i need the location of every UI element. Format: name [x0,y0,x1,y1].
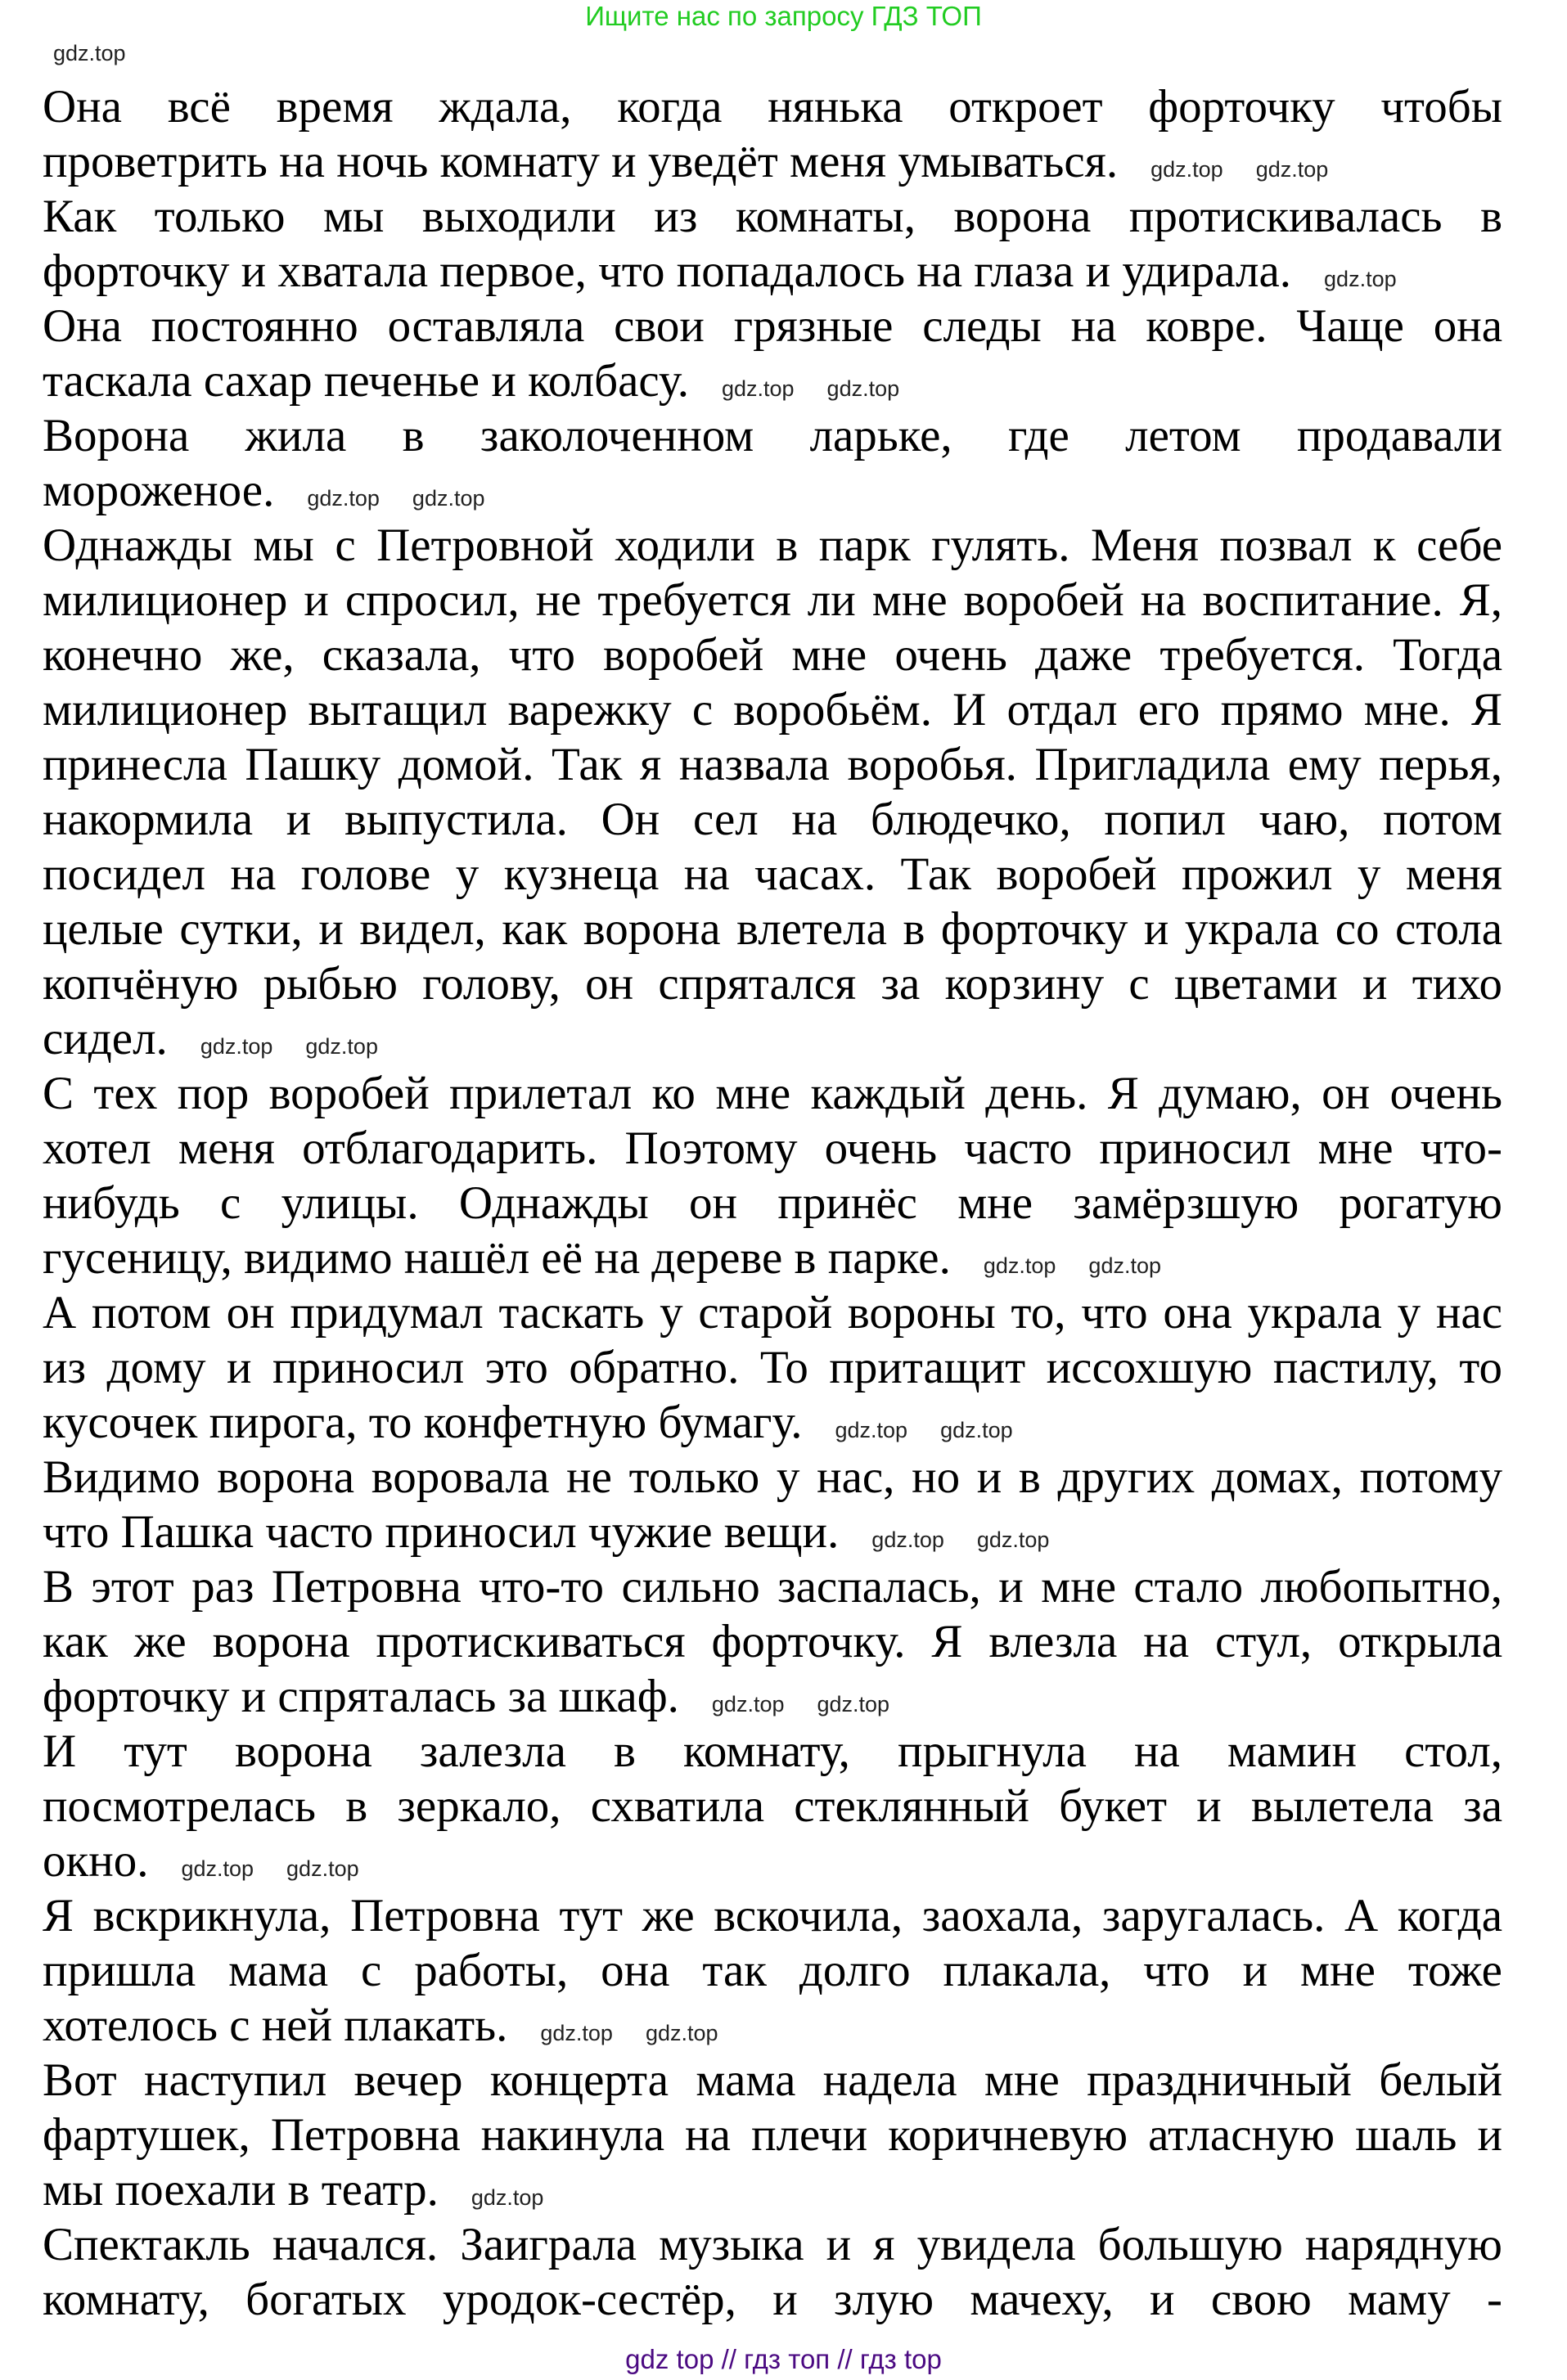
text-line-content: И тут ворона залезла в комнату, прыгнула на мамин стол, [43,1725,1502,1777]
text-line-content: нибудь с улицы. Однажды он принёс мне замёрзшую рогатую [43,1177,1502,1229]
text-line-content: таскала сахар печенье и колбасу. [43,355,689,407]
gdz-watermark: gdz.top [53,41,126,65]
gdz-watermark: gdz.top [711,1692,785,1716]
text-line [43,1998,1502,2053]
gdz-watermark: gdz.top [1088,1253,1161,1278]
text-line-content: хотел меня отблагодарить. Поэтому очень часто приносил мне что- [43,1123,1502,1174]
gdz-watermark: gdz.top [1324,267,1397,291]
text-line [43,189,1502,244]
text-line-content: посмотрелась в зеркало, схватила стеклянный букет и вылетела за [43,1780,1502,1832]
paragraph [43,1450,1502,1559]
text-line [43,1450,1502,1505]
text-line-content: что Пашка часто приносил чужие вещи. [43,1506,840,1558]
text-line-content: С тех пор воробей прилетал ко мне каждый день. Я думаю, он очень [43,1068,1502,1119]
text-line [43,518,1502,573]
gdz-watermark: gdz.top [826,376,900,401]
text-line [43,79,1502,134]
gdz-watermark: gdz.top [871,1527,944,1552]
footer-watermark: gdz top // гдз топ // гдз top [625,2344,942,2374]
text-line-content: Как только мы выходили из комнаты, ворона протискивалась в [43,191,1502,242]
text-line [43,792,1502,847]
text-line-content: Она постоянно оставляла свои грязные следы на ковре. Чаще она [43,300,1502,352]
text-line [43,847,1502,902]
text-line [43,1230,1502,1285]
text-line-content: форточку и хватала первое, что попадалось на глаза и удирала. [43,245,1292,297]
text-line [43,408,1502,463]
text-line [43,1614,1502,1669]
text-line-content: гусеницу, видимо нашёл её на дереве в парке. [43,1232,951,1284]
text-line [43,299,1502,353]
text-line [43,1724,1502,1779]
text-line [43,353,1502,408]
text-line-content: Видимо ворона воровала не только у нас, но и в других домах, потому [43,1451,1502,1503]
text-line-content: Однажды мы с Петровной ходили в парк гулять. Меня позвал к себе [43,520,1502,571]
gdz-watermark: gdz.top [940,1418,1013,1442]
text-line [43,1888,1502,1943]
text-line-content: форточку и спряталась за шкаф. [43,1671,679,1722]
text-line [43,573,1502,628]
text-line-content: В этот раз Петровна что-то сильно заспалась, и мне стало любопытно, [43,1561,1502,1613]
text-line [43,2053,1502,2108]
text-line [43,2108,1502,2162]
gdz-watermark: gdz.top [817,1692,890,1716]
text-line [43,1505,1502,1559]
text-line-content: сидел. [43,1013,168,1064]
text-line [43,244,1502,299]
text-line [43,1395,1502,1450]
gdz-watermark: gdz.top [181,1856,254,1881]
text-line [43,902,1502,956]
text-line-content: Спектакль начался. Заиграла музыка и я увидела большую нарядную [43,2219,1502,2270]
text-line-content: из дому и приносил это обратно. То притащит иссохшую пастилу, то [43,1342,1502,1393]
text-line-content: милиционер и спросил, не требуется ли мне воробей на воспитание. Я, [43,574,1502,626]
gdz-watermark: gdz.top [721,376,795,401]
text-line-content: накормила и выпустила. Он сел на блюдечко, попил чаю, потом [43,794,1502,845]
gdz-watermark: gdz.top [983,1253,1056,1278]
text-line [43,2217,1502,2272]
text-line [43,1669,1502,1724]
paragraph [43,79,1502,189]
gdz-watermark: gdz.top [412,486,485,511]
text-line-content: А потом он придумал таскать у старой вороны то, что она украла у нас [43,1287,1502,1338]
gdz-watermark: gdz.top [835,1418,908,1442]
paragraph [43,408,1502,518]
text-line [43,956,1502,1011]
text-line-content: хотелось с ней плакать. [43,2000,508,2051]
text-line [43,1559,1502,1614]
gdz-watermark: gdz.top [645,2021,718,2045]
text-line-content: мы поехали в театр. [43,2164,439,2216]
text-line-content: мороженое. [43,465,275,516]
gdz-watermark: gdz.top [307,486,380,511]
text-line-content: как же ворона протискиваться форточку. Я влезла на стул, открыла [43,1616,1502,1667]
paragraph [43,189,1502,299]
paragraph [43,2053,1502,2217]
text-line-content: Ворона жила в заколоченном ларьке, где летом продавали [43,410,1502,461]
paragraph [43,1559,1502,1724]
paragraph [43,1285,1502,1450]
text-line [43,682,1502,737]
gdz-watermark: gdz.top [305,1034,378,1059]
text-line [43,1121,1502,1176]
text-line [43,1779,1502,1833]
text-line [43,2272,1502,2327]
paragraph [43,1066,1502,1285]
text-line-content: Я вскрикнула, Петровна тут же вскочила, заохала, заругалась. А когда [43,1890,1502,1941]
gdz-watermark: gdz.top [471,2185,544,2210]
gdz-watermark: gdz.top [540,2021,613,2045]
text-line-content: Вот наступил вечер концерта мама надела мне праздничный белый [43,2054,1502,2106]
text-line-content: посидел на голове у кузнеца на часах. Так воробей прожил у меня [43,848,1502,900]
document-body [43,79,1502,2327]
text-line-content: окно. [43,1835,149,1887]
text-line [43,1066,1502,1121]
text-line-content: фартушек, Петровна накинула на плечи коричневую атласную шаль и [43,2109,1502,2161]
text-line [43,1011,1502,1066]
text-line [43,134,1502,189]
paragraph [43,2217,1502,2327]
text-line [43,628,1502,682]
text-line-content: комнату, богатых уродок-сестёр, и злую мачеху, и свою маму - [43,2274,1502,2325]
text-line-content: милиционер вытащил варежку с воробьём. И отдал его прямо мне. Я [43,684,1502,736]
text-line [43,1833,1502,1888]
text-line-content: проветрить на ночь комнату и уведёт меня умываться. [43,136,1119,187]
gdz-watermark: gdz.top [1150,157,1223,182]
text-line [43,2162,1502,2217]
text-line [43,463,1502,518]
paragraph [43,1888,1502,2053]
text-line [43,737,1502,792]
text-line-content: принесла Пашку домой. Так я назвала воробья. Пригладила ему перья, [43,739,1502,790]
text-line-content: целые сутки, и видел, как ворона влетела в форточку и украла со стола [43,903,1502,955]
text-line [43,1176,1502,1230]
gdz-watermark: gdz.top [976,1527,1050,1552]
text-line [43,1340,1502,1395]
paragraph [43,1724,1502,1888]
paragraph [43,518,1502,1066]
text-line [43,1943,1502,1998]
text-line-content: конечно же, сказала, что воробей мне очень даже требуется. Тогда [43,629,1502,681]
gdz-watermark: gdz.top [286,1856,359,1881]
text-line-content: пришла мама с работы, она так долго плакала, что и мне тоже [43,1945,1502,1996]
text-line [43,1285,1502,1340]
search-hint-banner: Ищите нас по запросу ГДЗ ТОП [585,1,982,31]
paragraph [43,299,1502,408]
text-line-content: кусочек пирога, то конфетную бумагу. [43,1397,803,1448]
text-line-content: копчёную рыбью голову, он спрятался за корзину с цветами и тихо [43,958,1502,1010]
gdz-watermark: gdz.top [1255,157,1329,182]
text-line-content: Она всё время ждала, когда нянька откроет форточку чтобы [43,81,1502,133]
gdz-watermark: gdz.top [200,1034,273,1059]
